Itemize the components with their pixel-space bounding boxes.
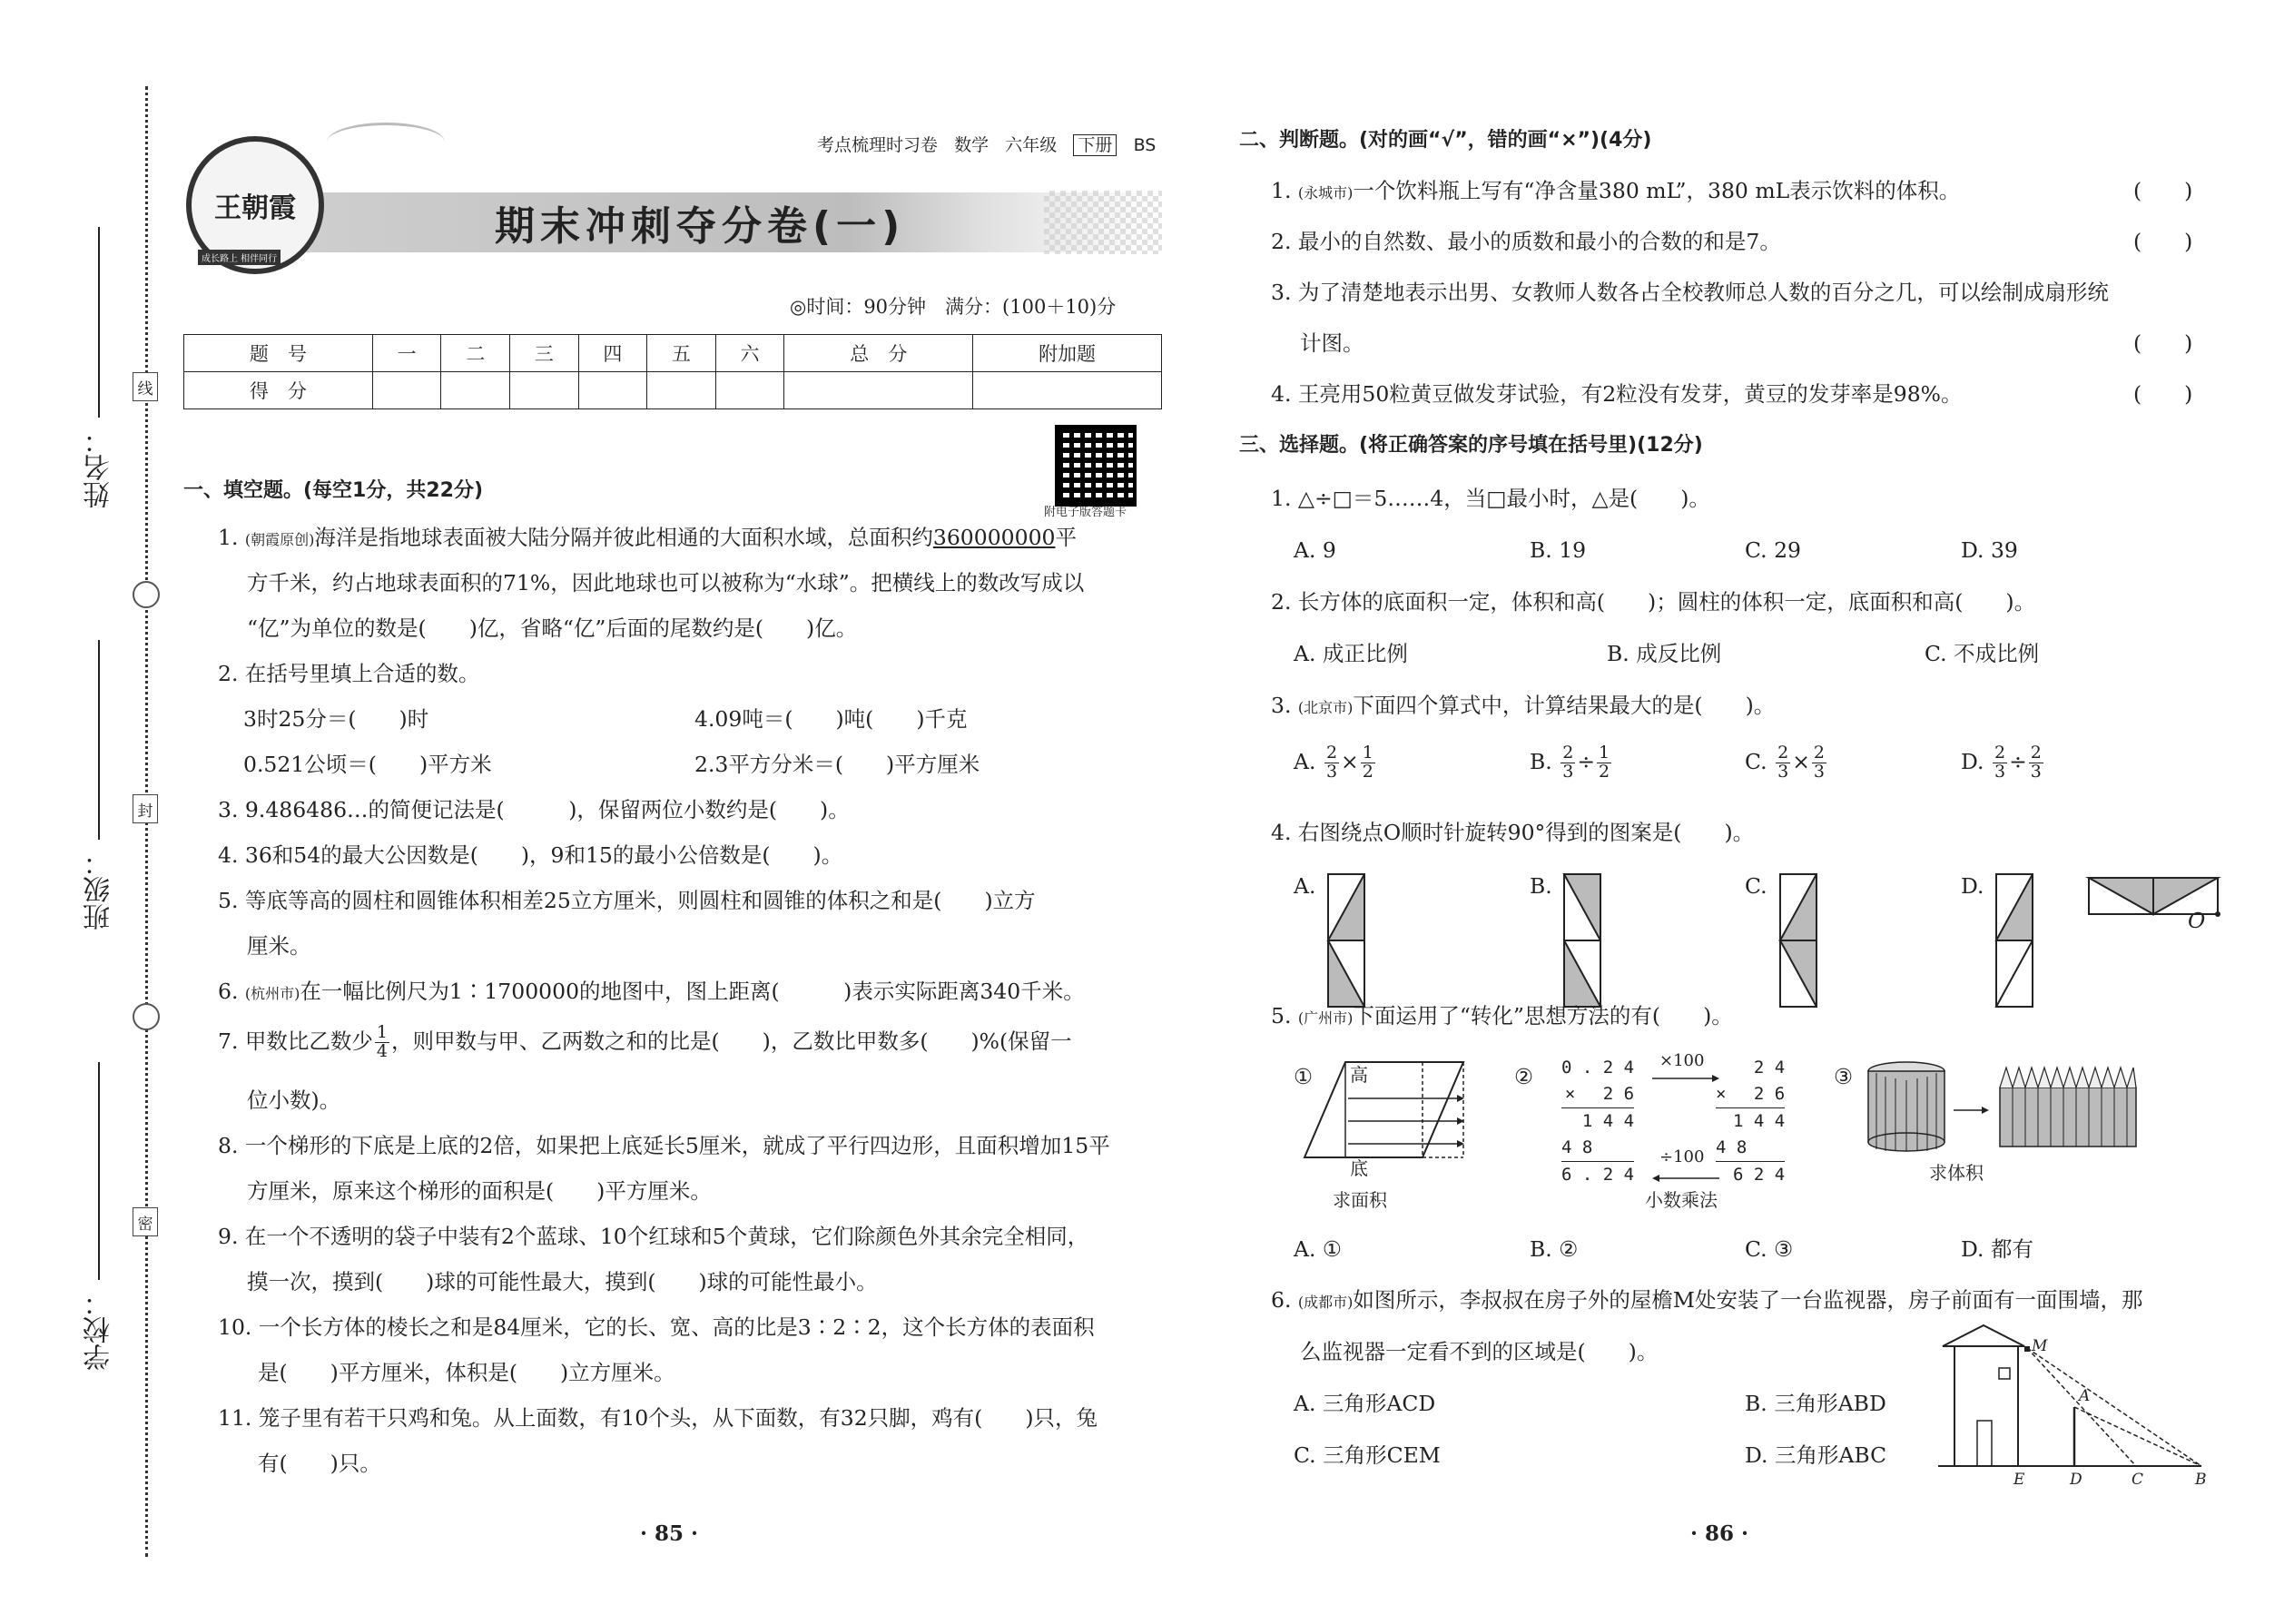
c4-option-d[interactable]: D. [1961,873,1984,899]
q1-line2: 方千米，约占地球表面积的71%，因此地球也可以被称为“水球”。把横线上的数改写成以 [247,570,1085,595]
operator: × [1341,748,1359,774]
c5-option[interactable]: D. 都有 [1961,1236,2033,1262]
calc-line: 1 4 4 [1581,1111,1635,1131]
c5: 5. (广州市)下面运用了“转化”思想方法的有( )。 [1271,1003,1733,1029]
j3-answer-bracket[interactable]: ( ) [2133,330,2193,356]
fraction [1776,744,1790,782]
q2-stem: 2. 在括号里填上合适的数。 [218,661,480,686]
name-blank[interactable] [98,227,100,418]
q5-line1: 5. 等底等高的圆柱和圆锥体积相差25立方厘米，则圆柱和圆锥的体积之和是( )立方 [218,888,1036,913]
c3-option-c[interactable] [1745,744,1828,782]
numerator: 2 [1562,743,1574,763]
score-table [183,334,1162,409]
c4-figure-a [1327,873,1368,1009]
option-letter: C. [1745,748,1767,774]
q6-text: 在一幅比例尺为1∶1700000的地图中，图上距离( )表示实际距离340千米。 [300,979,1085,1004]
qr-code[interactable] [1055,425,1137,507]
logo-motto: 成长路上 相伴同行 [198,250,281,265]
logo-text: 王朝霞 [214,192,296,224]
score-header: 二 [441,335,510,372]
operator: ÷ [1577,748,1596,774]
section-2-heading: 二、判断题。(对的画“√”，错的画“×”)(4分) [1239,129,1652,152]
fraction [1993,744,2007,782]
q10-line1: 10. 一个长方体的棱长之和是84厘米，它的长、宽、高的比是3∶2∶2，这个长方体的表面积 [218,1314,1095,1340]
calc-line: 2 4 [1753,1058,1786,1078]
c6-option[interactable]: D. 三角形ABC [1745,1442,1887,1468]
fraction [1324,744,1339,782]
c5-option[interactable]: B. ② [1530,1236,1579,1262]
c5-cylinder-figure [1866,1060,2147,1160]
j3-line2: 计图。 [1300,330,1364,356]
c5-fig2-number: ② [1514,1064,1534,1089]
c5-decimal-calc [1561,1055,1634,1188]
c6-label-b: B [2195,1471,2207,1489]
operator: ÷ [2009,748,2027,774]
score-header: 四 [578,335,647,372]
c5-gao-label: 高 [1350,1064,1368,1086]
numerator: 1 [1362,743,1373,763]
c6-label-c: C [2132,1471,2144,1489]
name-label: 姓名： [84,427,115,508]
c6-label-d: D [2070,1471,2082,1489]
denominator: 2 [1362,761,1373,782]
score-cell[interactable] [715,372,784,409]
c5-integer-calc [1716,1055,1785,1188]
c4-reference-figure [2088,873,2233,928]
q5-line2: 厘米。 [247,933,311,959]
c6-house-figure [1938,1321,2210,1475]
page-title: 期末冲刺夺分卷(一) [495,203,906,250]
numerator: 1 [1599,743,1610,763]
volume: 下册 [1073,134,1117,156]
q7-text-b: ，则甲数与甲、乙两数之和的比是( )，乙数比甲数多( )%(保留一 [391,1028,1072,1054]
c1: 1. △÷□＝5……4，当□最小时，△是( )。 [1271,486,1710,511]
c6-source: (成都市) [1297,1294,1354,1311]
denominator: 3 [1325,761,1338,782]
c6-option[interactable]: A. 三角形ACD [1294,1391,1436,1416]
q1-line1: 1. (朝霞原创)海洋是指地球表面被大陆分隔并彼此相通的大面积水域，总面积约360000000平 [218,525,1077,550]
fraction [1597,744,1611,782]
score-header: 题 号 [184,335,373,372]
j2: 2. 最小的自然数、最小的质数和最小的合数的和是7。 [1271,229,1781,254]
score-header: 附加题 [973,335,1162,372]
score-row-label: 得 分 [184,372,373,409]
q10-line2: 是( )平方厘米，体积是( )立方厘米。 [258,1360,675,1385]
q9-line1: 9. 在一个不透明的袋子中装有2个蓝球、10个红球和5个黄球，它们除颜色外其余完全相同， [218,1224,1089,1249]
binding-tag-feng: 封 [133,794,158,823]
c5-parallelogram-figure [1295,1058,1477,1166]
c5-fig2-caption: 小数乘法 [1645,1189,1718,1211]
j1-answer-bracket[interactable]: ( ) [2133,178,2193,203]
class-label: 班级： [84,849,115,930]
series-header [817,132,1156,156]
c4-option-b[interactable]: B. [1530,873,1552,899]
c5-option[interactable]: C. ③ [1745,1236,1794,1262]
binding-hole [133,581,160,608]
q1-source: (朝霞原创) [244,531,315,548]
c5-option[interactable]: A. ① [1294,1236,1342,1262]
q2c: 0.521公顷＝( )平方米 [243,752,492,777]
score-cell[interactable] [372,372,441,409]
denominator: 3 [1813,761,1825,782]
c4-figure-b [1563,873,1604,1009]
c2: 2. 长方体的底面积一定，体积和高( )；圆柱的体积一定，底面积和高( )。 [1271,589,2036,615]
fraction [1561,744,1575,782]
score-header: 三 [509,335,578,372]
j1: 1. (永城市)一个饮料瓶上写有“净含量380 mL”，380 mL表示饮料的体积。 [1271,178,1961,203]
c3-source: (北京市) [1297,699,1354,716]
score-cell[interactable] [509,372,578,409]
school-label: 学校： [84,1289,115,1371]
checker-decoration [1044,191,1162,254]
score-cell[interactable] [784,372,973,409]
c1-option[interactable]: C. 29 [1745,537,1801,563]
c3-option-d[interactable] [1961,744,2045,782]
school-blank[interactable] [98,1062,100,1280]
c4-figure-d [1995,873,2036,1009]
option-letter: D. [1961,748,1984,774]
j4-answer-bracket[interactable]: ( ) [2133,381,2193,407]
section-3-heading: 三、选择题。(将正确答案的序号填在括号里)(12分) [1239,434,1703,457]
denominator: 2 [1599,761,1610,782]
q3: 3. 9.486486…的简便记法是( )，保留两位小数约是( )。 [218,797,850,822]
c1-option[interactable]: D. 39 [1961,537,2018,563]
c2-option[interactable]: C. 不成比例 [1925,641,2040,666]
c4: 4. 右图绕点O顺时针旋转90°得到的图案是( )。 [1271,820,1755,845]
c3: 3. (北京市)下面四个算式中，计算结果最大的是( )。 [1271,693,1776,718]
j3-line1: 3. 为了清楚地表示出男、女教师人数各占全校教师总人数的百分之几，可以绘制成扇形统 [1271,280,2109,305]
series-name: 考点梳理时习卷 [817,135,939,155]
denominator: 3 [1777,761,1789,782]
j1-source: (永城市) [1297,184,1354,202]
denominator: 3 [2030,761,2042,782]
q8-line1: 8. 一个梯形的下底是上底的2倍，如果把上底延长5厘米，就成了平行四边形，且面积增加15平 [218,1133,1110,1158]
edition: BS [1133,135,1157,155]
arrow-right-icon [1652,1073,1720,1084]
c2-option[interactable]: A. 成正比例 [1294,641,1408,666]
option-letter: B. [1530,748,1552,774]
calc-line: 1 4 4 [1733,1111,1786,1131]
option-letter: A. [1294,748,1316,774]
c4-option-a[interactable]: A. [1294,873,1316,899]
q9-line2: 摸一次，摸到( )球的可能性最大，摸到( )球的可能性最小。 [247,1269,878,1294]
c5-text: 下面运用了“转化”思想方法的有( )。 [1353,1003,1733,1029]
c1-option[interactable]: B. 19 [1530,537,1587,563]
denominator: 3 [1562,761,1574,782]
numerator: 2 [1813,743,1825,763]
q7-line2: 位小数)。 [247,1088,341,1113]
c5-fig1-caption: 求面积 [1333,1189,1387,1211]
arrow-left-icon [1652,1173,1720,1184]
q2b: 4.09吨＝( )吨( )千克 [694,706,968,732]
q8-line2: 方厘米，原来这个梯形的面积是( )平方厘米。 [247,1178,712,1204]
score-cell[interactable] [973,372,1162,409]
q2a: 3时25分＝( )时 [243,706,429,732]
q6: 6. (杭州市)在一幅比例尺为1∶1700000的地图中，图上距离( )表示实际距离340千米。 [218,979,1085,1004]
binding-tag-mi: 密 [133,1207,158,1236]
grade: 六年级 [1005,135,1058,155]
c6-option[interactable]: B. 三角形ABD [1745,1391,1886,1416]
fraction [2029,744,2043,782]
q1-line3: “亿”为单位的数是( )亿，省略“亿”后面的尾数约是( )亿。 [247,615,858,641]
denominator: 4 [376,1040,388,1061]
c1-option[interactable]: A. 9 [1294,537,1336,563]
calc-line: × 2 6 [1561,1081,1634,1108]
c2-option[interactable]: B. 成反比例 [1607,641,1722,666]
class-blank[interactable] [98,640,100,840]
fraction [375,1024,389,1061]
q11-line2: 有( )只。 [258,1451,381,1476]
numerator: 2 [1325,743,1338,763]
subject: 数学 [954,135,989,155]
fraction [1361,744,1375,782]
score-header: 五 [647,335,716,372]
q1-text: 海洋是指地球表面被大陆分隔并彼此相通的大面积水域，总面积约 [314,525,933,550]
score-header: 一 [372,335,441,372]
c6-line1: 6. (成都市)如图所示，李叔叔在房子外的屋檐M处安装了一台监视器，房子前面有一面围墙，那 [1271,1287,2143,1313]
exam-info: ◎时间：90分钟 满分：(100＋10)分 [790,296,1117,318]
calc-line: 4 8 [1716,1135,1785,1162]
q4: 4. 36和54的最大公因数是( )，9和15的最小公倍数是( )。 [218,842,843,868]
score-header: 总 分 [784,335,973,372]
c6-label-m: M [2032,1337,2048,1355]
q6-source: (杭州市) [244,985,300,1002]
page-number-right: · 86 · [1690,1521,1749,1546]
numerator: 2 [2030,743,2042,763]
c6-line2: 么监视器一定看不到的区域是( )。 [1300,1339,1659,1364]
c5-fig3-number: ③ [1834,1064,1854,1089]
calc-line: × 2 6 [1716,1081,1785,1108]
operator: × [1792,748,1810,774]
score-cell[interactable] [578,372,647,409]
calc-line: 6 2 4 [1733,1165,1786,1185]
c6-label-e: E [2013,1471,2025,1489]
c5-source: (广州市) [1297,1009,1354,1027]
binding-tag-xian: 线 [133,372,158,401]
c6-option[interactable]: C. 三角形CEM [1294,1442,1441,1468]
denominator: 3 [1994,761,2006,782]
score-header: 六 [715,335,784,372]
section-1-heading: 一、填空题。(每空1分，共22分) [183,479,484,502]
c6-text: 如图所示，李叔叔在房子外的屋檐M处安装了一台监视器，房子前面有一面围墙，那 [1353,1287,2143,1313]
q2d: 2.3平方分米＝( )平方厘米 [694,752,980,777]
c5-times-100: ×100 [1659,1051,1705,1070]
c5-fig3-caption: 求体积 [1929,1162,1984,1184]
calc-line: 6 . 2 4 [1561,1165,1635,1185]
binding-hole [133,1003,160,1030]
fraction [1812,744,1826,782]
numerator: 2 [1777,743,1789,763]
c5-di-label: 底 [1350,1157,1368,1179]
calc-line: 0 . 2 4 [1561,1058,1635,1078]
c6-label-a: A [2079,1387,2091,1405]
j4: 4. 王亮用50粒黄豆做发芽试验，有2粒没有发芽，黄豆的发芽率是98%。 [1271,381,1963,407]
score-cell[interactable] [647,372,716,409]
q11-line1: 11. 笼子里有若干只鸡和兔。从上面数，有10个头，从下面数，有32只脚，鸡有( )只，兔 [218,1405,1098,1431]
page-number-left: · 85 · [640,1521,699,1546]
j2-answer-bracket[interactable]: ( ) [2133,229,2193,254]
c3-text: 下面四个算式中，计算结果最大的是( )。 [1353,693,1776,718]
numerator: 1 [376,1022,388,1042]
calc-line: 4 8 [1561,1135,1634,1162]
numerator: 2 [1994,743,2006,763]
c4-point-o: O [2188,908,2206,933]
c5-divide-100: ÷100 [1659,1147,1705,1166]
q7-text-a: 7. 甲数比乙数少 [218,1028,373,1054]
ribbon-decoration [327,123,445,162]
qr-caption: 附电子版答题卡 [1044,506,1127,519]
c4-option-c[interactable]: C. [1745,873,1767,899]
q1-text-end: 平 [1055,525,1077,550]
j1-text: 一个饮料瓶上写有“净含量380 mL”，380 mL表示饮料的体积。 [1353,178,1961,203]
c3-option-a[interactable] [1294,744,1377,782]
c4-figure-c [1779,873,1820,1009]
c5-fig1-number: ① [1294,1064,1314,1089]
q7-line1 [218,1024,1072,1061]
q1-number: 360000000 [932,525,1056,550]
score-cell[interactable] [441,372,510,409]
c3-option-b[interactable] [1530,744,1613,782]
